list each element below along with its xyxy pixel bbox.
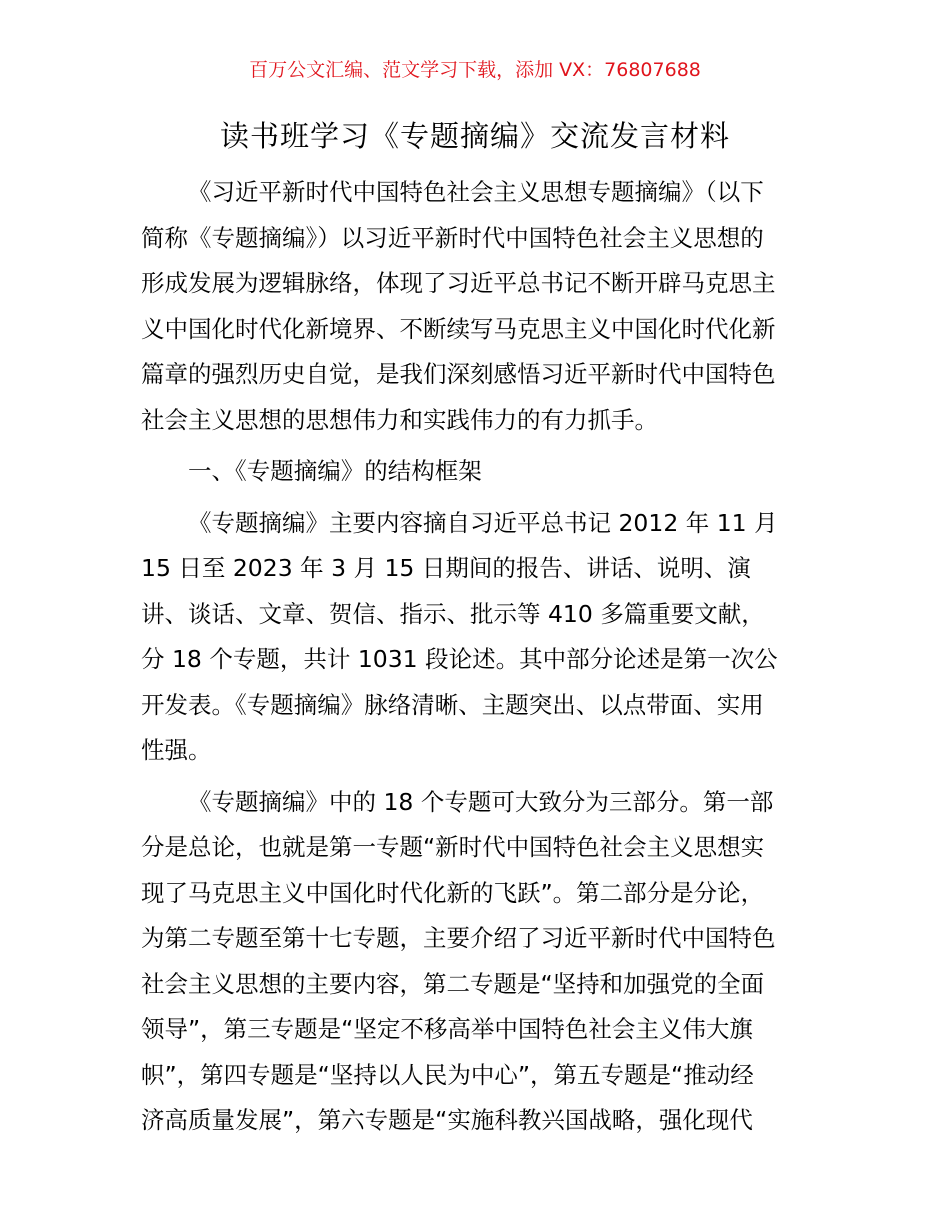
section-heading-structure: 一、《专题摘编》的结构框架: [188, 457, 482, 485]
paragraph-contents: 《专题摘编》主要内容摘自习近平总书记 2012 年 11 月 15 日至 2023 年 3 月 15 日期间的报告、讲话、说明、演 讲、谈话、文章、贺信、指示、批示等 410 多篇重要文献， 分 18 个专题，共计 1031 段论述。其中部分论述是第一次公 开发表。《专题摘编》脉络清晰、主题突出、以点带面、实用 性强。: [141, 508, 778, 764]
paragraph-three-parts: 《专题摘编》中的 18 个专题可大致分为三部分。第一部 分是总论，也就是第一专题“新时代中国特色社会主义思想实 现了马克思主义中国化时代化新的飞跃”。第二部分是分论， 为第二专题至第十七专题，主要介绍了习近平新时代中国特色 社会主义思想的主要内容，第二专题是“坚持和加强党的全面 领导”，第三专题是“坚定不移高举中国特色社会主义伟大旗 帜”，第四专题是“坚持以人民为中心”，第五专题是“推动经 济高质量发展”，第六专题是“实施科教兴国战略，强化现代: [141, 787, 776, 1134]
paragraph-intro: 《习近平新时代中国特色社会主义思想专题摘编》（以下 简称《专题摘编》）以习近平新时代中国特色社会主义思想的 形成发展为逻辑脉络，体现了习近平总书记不断开辟马克思主 义中国化时代化新境界、不断续写马克思主义中国化时代化新 篇章的强烈历史自觉，是我们深刻感悟习近平新时代中国特色 社会主义思想的思想伟力和实践伟力的有力抓手。: [141, 178, 776, 434]
document-body: [141, 170, 809, 1144]
header-ad-note: 百万公文汇编、范文学习下载，添加 VX：76807688: [249, 59, 701, 81]
document-title: 读书班学习《专题摘编》交流发言材料: [219, 119, 730, 153]
